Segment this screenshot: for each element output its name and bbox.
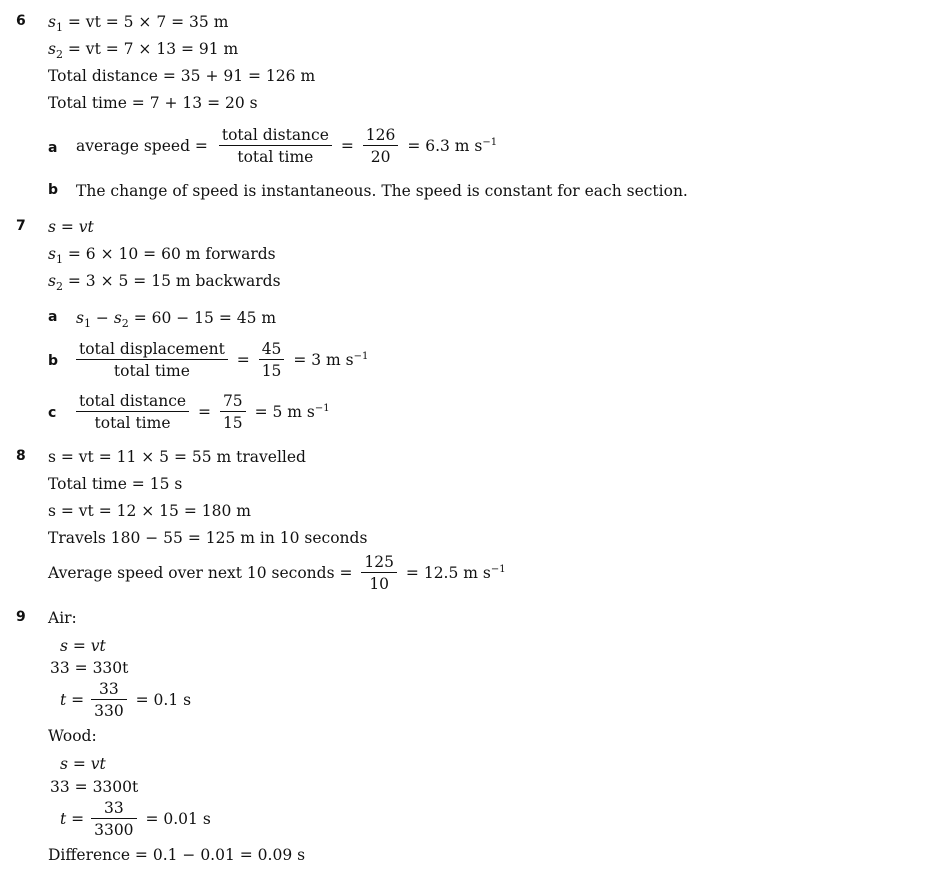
q8-line5-denominator: 10 (369, 575, 390, 593)
q8-line5-result (406, 564, 506, 582)
q9-air-t: t = (60, 691, 85, 709)
q7-s2-rhs: = 3 × 5 = 15 m backwards (62, 272, 281, 290)
q7-a-rhs: = 60 − 15 = 45 m (128, 309, 277, 327)
q9-wood-t-equation (60, 799, 211, 839)
q6-s2-subscript: 2 (55, 48, 63, 62)
q9-air-denominator: 330 (94, 702, 124, 720)
q8-line1: s = vt = 11 × 5 = 55 m travelled (48, 448, 306, 466)
q7-s1-subscript: 1 (55, 253, 63, 267)
q7-a-s1-subscript: 1 (83, 317, 91, 331)
q8-line4: Travels 180 − 55 = 125 m in 10 seconds (48, 529, 368, 547)
q7-c-frac2-denominator: 15 (222, 414, 243, 432)
q7-part-c-equation (76, 392, 330, 432)
q7-c-result (255, 403, 330, 421)
q9-wood-result: = 0.01 s (145, 810, 211, 828)
q6-a-result (407, 137, 497, 155)
q7-s1-rhs: = 6 × 10 = 60 m forwards (62, 245, 276, 263)
q7-a-s1: s (76, 309, 84, 327)
q9-air-eq1: s = vt (60, 637, 106, 655)
q7-b-fraction-numbers (259, 340, 285, 380)
q7-b-frac2-numerator: 45 (259, 340, 285, 360)
q6-part-a-label: a (48, 140, 58, 156)
q7-c-frac2-numerator: 75 (220, 392, 246, 412)
question-number-7: 7 (16, 218, 26, 234)
q7-b-result-exponent: −1 (353, 350, 369, 362)
q7-a-s2-subscript: 2 (121, 317, 129, 331)
q7-b-frac1-denominator: total time (113, 362, 190, 380)
q7-part-c-label: c (48, 405, 57, 421)
question-number-6: 6 (16, 13, 26, 29)
q7-b-result-value: = 3 m s (293, 351, 354, 370)
q8-line5-numerator: 125 (361, 553, 397, 573)
q9-air-t-equation (60, 680, 191, 720)
q7-b-equals: = (236, 351, 250, 369)
q6-part-b-label: b (48, 182, 59, 198)
q7-c-result-value: = 5 m s (254, 403, 315, 422)
q6-a-frac2-numerator: 126 (363, 126, 399, 146)
q6-a-result-value: = 6.3 m s (407, 137, 483, 156)
q7-part-a-label: a (48, 309, 58, 325)
q7-s1-line (48, 244, 276, 270)
q7-c-frac1-numerator: total distance (76, 392, 189, 412)
q9-wood-eq1: s = vt (60, 755, 106, 773)
q7-s2-line (48, 271, 281, 297)
q7-part-b-label: b (48, 353, 59, 369)
q6-a-fraction-words (219, 126, 332, 166)
q7-c-equals: = (198, 403, 211, 421)
q6-total-distance: Total distance = 35 + 91 = 126 m (48, 67, 316, 85)
q6-s1-rhs: = vt = 5 × 7 = 35 m (62, 13, 229, 31)
q9-wood-numerator: 33 (91, 799, 136, 819)
q8-line2: Total time = 15 s (48, 475, 183, 493)
q7-c-fraction-words (76, 392, 189, 432)
q9-air-eq2: 33 = 330t (50, 659, 129, 677)
q6-a-equals: = (340, 137, 354, 155)
q9-difference: Difference = 0.1 − 0.01 = 0.09 s (48, 846, 306, 864)
q6-part-b-text: The change of speed is instantaneous. The speed is constant for each section. (76, 182, 688, 200)
q9-wood-fraction (91, 799, 136, 839)
q8-line5-fraction (361, 553, 397, 593)
q7-a-minus: − (90, 309, 114, 327)
q6-a-prefix: average speed = (76, 137, 208, 155)
q9-wood-eq2: 33 = 3300t (50, 778, 139, 796)
q7-s2-symbol: s (48, 272, 56, 290)
q9-wood-denominator: 3300 (94, 821, 134, 839)
question-number-9: 9 (16, 609, 26, 625)
q9-air-result: = 0.1 s (135, 691, 192, 709)
q7-line1: s = vt (48, 218, 94, 236)
q6-s2-symbol: s (48, 40, 56, 58)
q6-s2-rhs: = vt = 7 × 13 = 91 m (62, 40, 239, 58)
question-number-8: 8 (16, 448, 26, 464)
q8-line5-prefix: Average speed over next 10 seconds = (48, 564, 353, 582)
q7-c-frac1-denominator: total time (94, 414, 171, 432)
q6-total-time: Total time = 7 + 13 = 20 s (48, 94, 258, 112)
q6-a-frac1-denominator: total time (237, 148, 314, 166)
q8-average-speed (48, 553, 506, 593)
q7-part-a-equation (76, 308, 276, 334)
q7-b-fraction-words (76, 340, 228, 380)
q9-wood-t: t = (60, 810, 85, 828)
q6-s2-line (48, 39, 238, 65)
q7-s2-subscript: 2 (55, 280, 63, 294)
q8-line5-result-value: = 12.5 m s (405, 564, 491, 583)
q6-part-a-equation (76, 126, 497, 166)
q8-line3: s = vt = 12 × 15 = 180 m (48, 502, 251, 520)
q9-air-numerator: 33 (91, 680, 127, 700)
q7-b-result (293, 351, 368, 369)
q7-a-s2: s (113, 309, 122, 327)
q6-s1-line (48, 12, 228, 38)
q7-b-frac2-denominator: 15 (261, 362, 282, 380)
q9-air-fraction (91, 680, 127, 720)
q6-a-fraction-numbers (363, 126, 399, 166)
q7-b-frac1-numerator: total displacement (76, 340, 228, 360)
q7-c-result-exponent: −1 (314, 402, 330, 414)
q6-s1-symbol: s (48, 13, 56, 31)
q8-line5-exponent: −1 (490, 563, 506, 575)
q6-a-frac1-numerator: total distance (219, 126, 332, 146)
q7-s1-symbol: s (48, 245, 56, 263)
q6-s1-subscript: 1 (55, 21, 63, 35)
q9-wood-label: Wood: (48, 727, 97, 745)
q9-air-label: Air: (48, 609, 77, 627)
q7-c-fraction-numbers (220, 392, 246, 432)
q6-a-frac2-denominator: 20 (370, 148, 391, 166)
q7-part-b-equation (76, 340, 368, 380)
q6-a-result-exponent: −1 (482, 136, 498, 148)
